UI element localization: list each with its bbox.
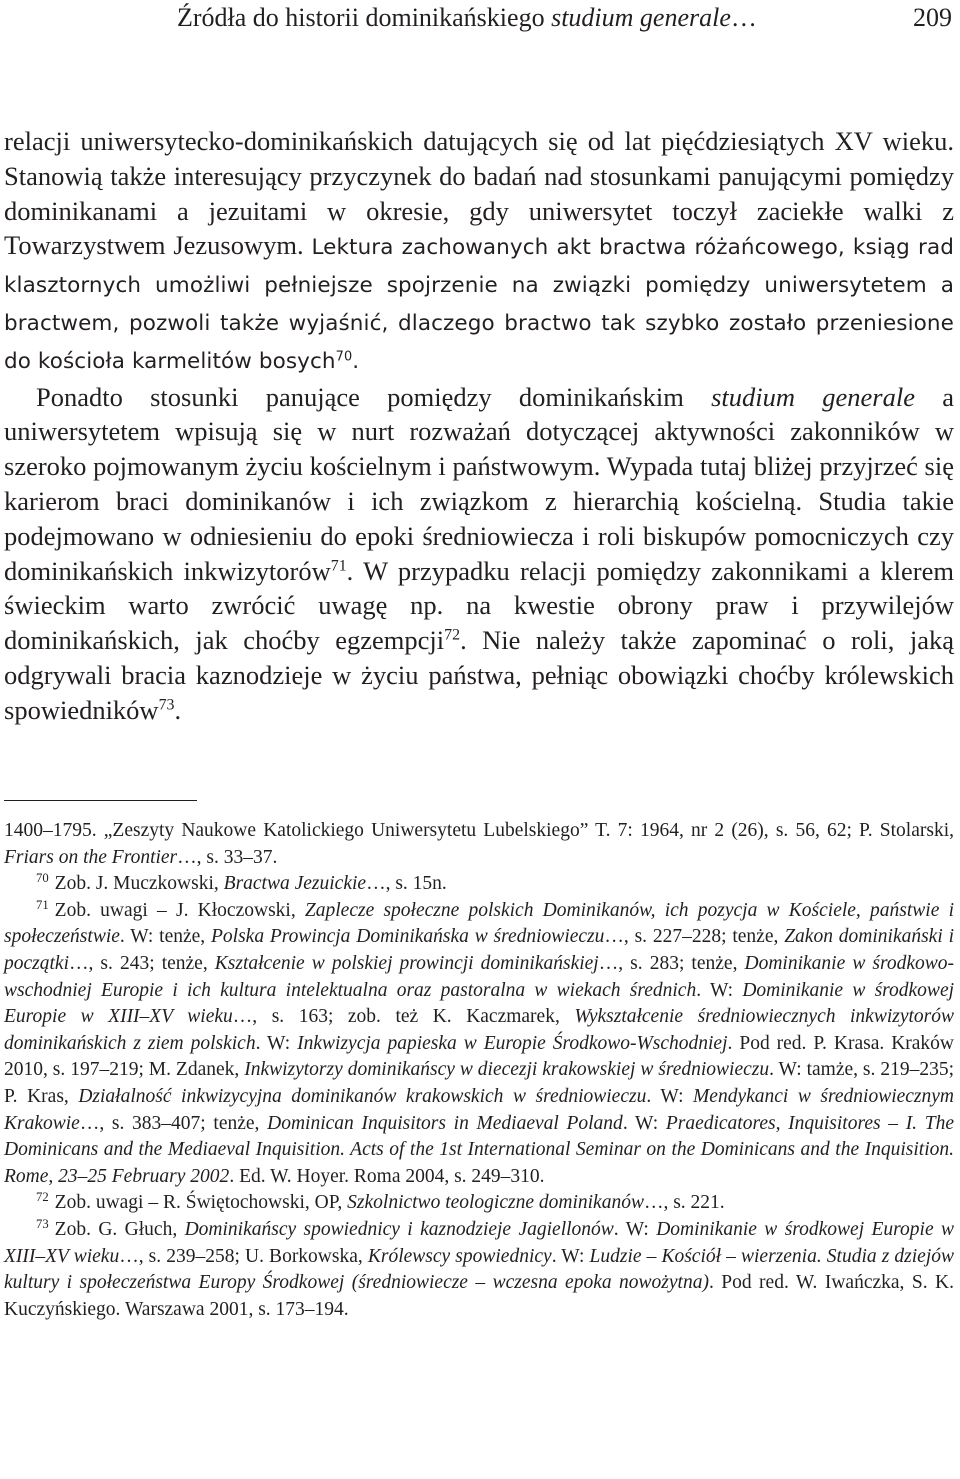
footnote-number: 73 (36, 1216, 49, 1231)
paragraph-2: Ponadto stosunki panujące pomiędzy dominikańskim studium generale a uniwersytetem wpisują się w nurt rozważań dotyczącej aktywności zakonników w szeroko pojmowanym życiu kościelnym i państwowym. Wypada tutaj bliżej przyjrzeć się karierom braci dominikanów i ich związkom z hierarchią kościelną. Studia takie podejmowano w odniesieniu do epoki średniowiecza i roli biskupów pomocniczych czy dominikańskich inkwizytorów$^{71}$. W przypadku relacji pomiędzy zakonnikami a klerem świeckim warto zwrócić uwagę np. na kwestie obrony praw i przywilejów dominikańskich, jak choćby egzempcji$^{72}$. Nie należy także zapominać o roli, jaką odgrywali bracia kaznodzieje w życiu państwa, pełniąc obowiązki choćby królewskich spowiedników$^{73}$. (4, 381, 955, 725)
footnote-ref-73[interactable]: 73 (158, 696, 175, 714)
footnote-number: 72 (36, 1190, 49, 1205)
paragraph-1: relacji uniwersytecko-dominikańskich datujących się od lat pięćdziesiątych XV wieku. Stanowią także interesujący przyczynek do badań nad stosunkami panującymi pomiędzy dominikanami a jezuitami w okresie, gdy uniwersytet toczył zaciekłe walki z Towarzystwem Jezusowym. Lektura zachowanych akt bractwa różańcowego, ksiąg rad klasztornych umożliwi pełniejsze spojrzenie na związki pomiędzy uniwersytetem a bractwem, pozwoli także wyjaśnić, dlaczego bractwo tak szybko zostało przeniesione do kościoła karmelitów bosych$^{70}$. (4, 126, 954, 374)
page-number: 209 (913, 3, 952, 32)
footnote-ref-72[interactable]: 72 (444, 626, 461, 644)
footnote-71: $^{71}$ Zob. uwagi – J. Kłoczowski, Zaplecze społeczne polskich Dominikanów, ich pozycja w Kościele, państwie i społeczeństwie. W: tenże, Polska Prowincja Dominikańska w średniowieczu…, s. 227–228; tenże, Zakon dominikański i początki…, s. 243; tenże, Kształcenie w polskiej prowincji dominikańskiej…, s. 283; tenże, Dominikanie w środkowo-wschodniej Europie i ich kultura intelektualna oraz pastoralna w wiekach średnich. W: Dominikanie w środkowej Europie w XIII–XV wieku…, s. 163; zob. też K. Kaczmarek, Wykształcenie średniowiecznych inkwizytorów dominikańskich z ziem polskich. W: Inkwizycja papieska w Europie Środkowo-Wschodniej. Pod red. P. Krasa. Kraków 2010, s. 197–219; M. Zdanek, Inkwizytorzy dominikańscy w diecezji krakowskiej w średniowieczu. W: tamże, s. 219–235; P. Kras, Działalność inkwizycyjna dominikanów krakowskich w średniowieczu. W: Mendykanci w średniowiecznym Krakowie…, s. 383–407; tenże, Dominican Inquisitors in Mediaeval Poland. W: Praedicatores, Inquisitores – I. The Dominicans and the Mediaeval Inquisition. Acts of the 1st International Seminar on the Dominicans and the Inquisition. Rome, 23–25 February 2002. Ed. W. Hoyer. Roma 2004, s. 249–310. (4, 897, 955, 1187)
running-head (0, 2, 952, 34)
running-head-title: Źródła do historii dominikańskiego studium generale… (177, 3, 757, 32)
footnote-70: $^{70}$ Zob. J. Muczkowski, Bractwa Jezuickie…, s. 15n. (36, 871, 447, 895)
footnote-ref-70[interactable]: 70 (335, 349, 353, 365)
main-text (4, 124, 954, 728)
footnote-73: $^{73}$ Zob. G. Głuch, Dominikańscy spowiednicy i kaznodzieje Jagiellonów. W: Dominikanie w środkowej Europie w XIII–XV wieku…, s. 239–258; U. Borkowska, Królewscy spowiednicy. W: Ludzie – Kościół – wierzenia. Studia z dziejów kultury i społeczeństwa Europy Środkowej (średniowiecze – wczesna epoka nowożytna). Pod red. W. Iwańczka, S. K. Kuczyńskiego. Warszawa 2001, s. 173–194. (4, 1216, 955, 1320)
footnote-continuation: 1400–1795. „Zeszyty Naukowe Katolickiego Uniwersytetu Lubelskiego” T. 7: 1964, nr 2 (26), s. 56, 62; P. Stolarski, Friars on the Frontier…, s. 33–37. (4, 820, 954, 868)
sans-serif-passage: Lektura zachowanych akt bractwa różańcowego, ksiąg rad klasztornych umożliwi pełniejsze spojrzenie na związki pomiędzy uniwersytetem a bractwem, pozwoli także wyjaśnić, dlaczego bractwo tak szybko zostało przeniesione do kościoła karmelitów bosych$^{70}$. (4, 235, 954, 374)
footnotes (4, 818, 954, 1323)
footnote-72: $^{72}$ Zob. uwagi – R. Świętochowski, OP, Szkolnictwo teologiczne dominikanów…, s. 221. (36, 1190, 725, 1214)
footnote-ref-71[interactable]: 71 (330, 557, 347, 575)
running-head-title-italic: studium generale (551, 3, 731, 32)
footnote-separator (4, 800, 197, 801)
footnote-number: 71 (36, 897, 49, 912)
footnote-number: 70 (36, 871, 49, 886)
